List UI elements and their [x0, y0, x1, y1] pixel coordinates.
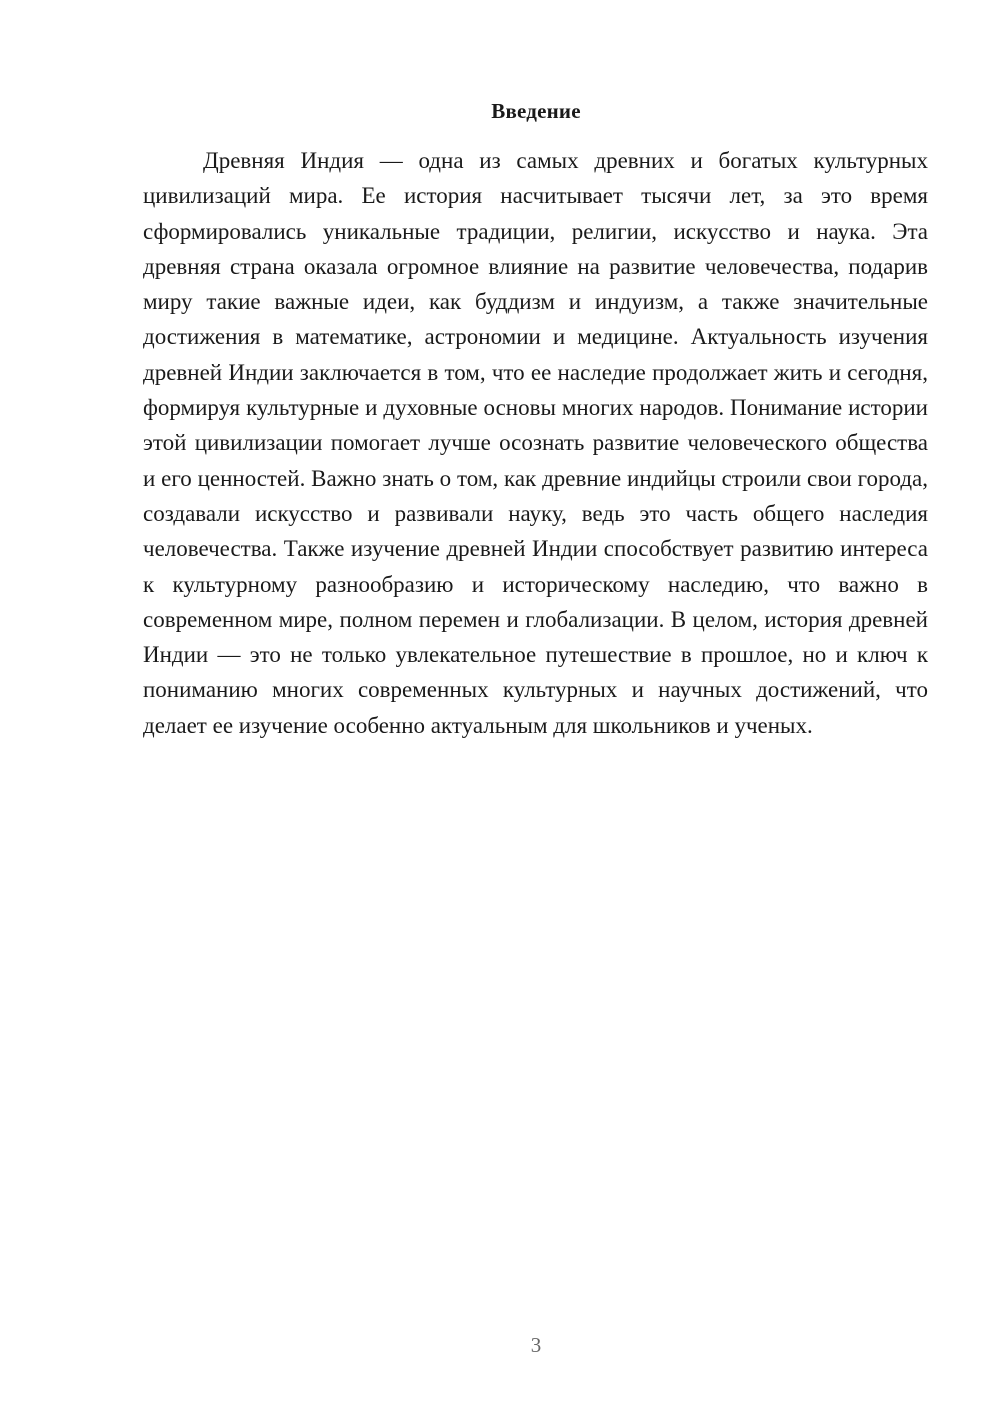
section-heading: Введение	[491, 99, 581, 123]
body-paragraph: Древняя Индия — одна из самых древних и богатых культурных цивилизаций мира. Ее история насчитывает тысячи лет, за это время сформировались уникальные традиции, религии, искусство и наука. Эта древняя страна оказала огромное влияние на развитие человечества, подарив миру такие важные идеи, как буддизм и индуизм, а также значительные достижения в математике, астрономии и медицине. Актуальность изучения древней Индии заключается в том, что ее наследие продолжает жить и сегодня, формируя культурные и духовные основы многих народов. Понимание истории этой цивилизации помогает лучше осознать развитие человеческого общества и его ценностей. Важно знать о том, как древние индийцы строили свои города, создавали искусство и развивали науку, ведь это часть общего наследия человечества. Также изучение древней Индии способствует развитию интереса к культурному разнообразию и историческому наследию, что важно в современном мире, полном перемен и глобализации. В целом, история древней Индии — это не только увлекательное путешествие в прошлое, но и ключ к пониманию многих современных культурных и научных достижений, что делает ее изучение особенно актуальным для школьников и ученых.	[143, 148, 928, 738]
page-number: 3	[530, 1333, 542, 1357]
